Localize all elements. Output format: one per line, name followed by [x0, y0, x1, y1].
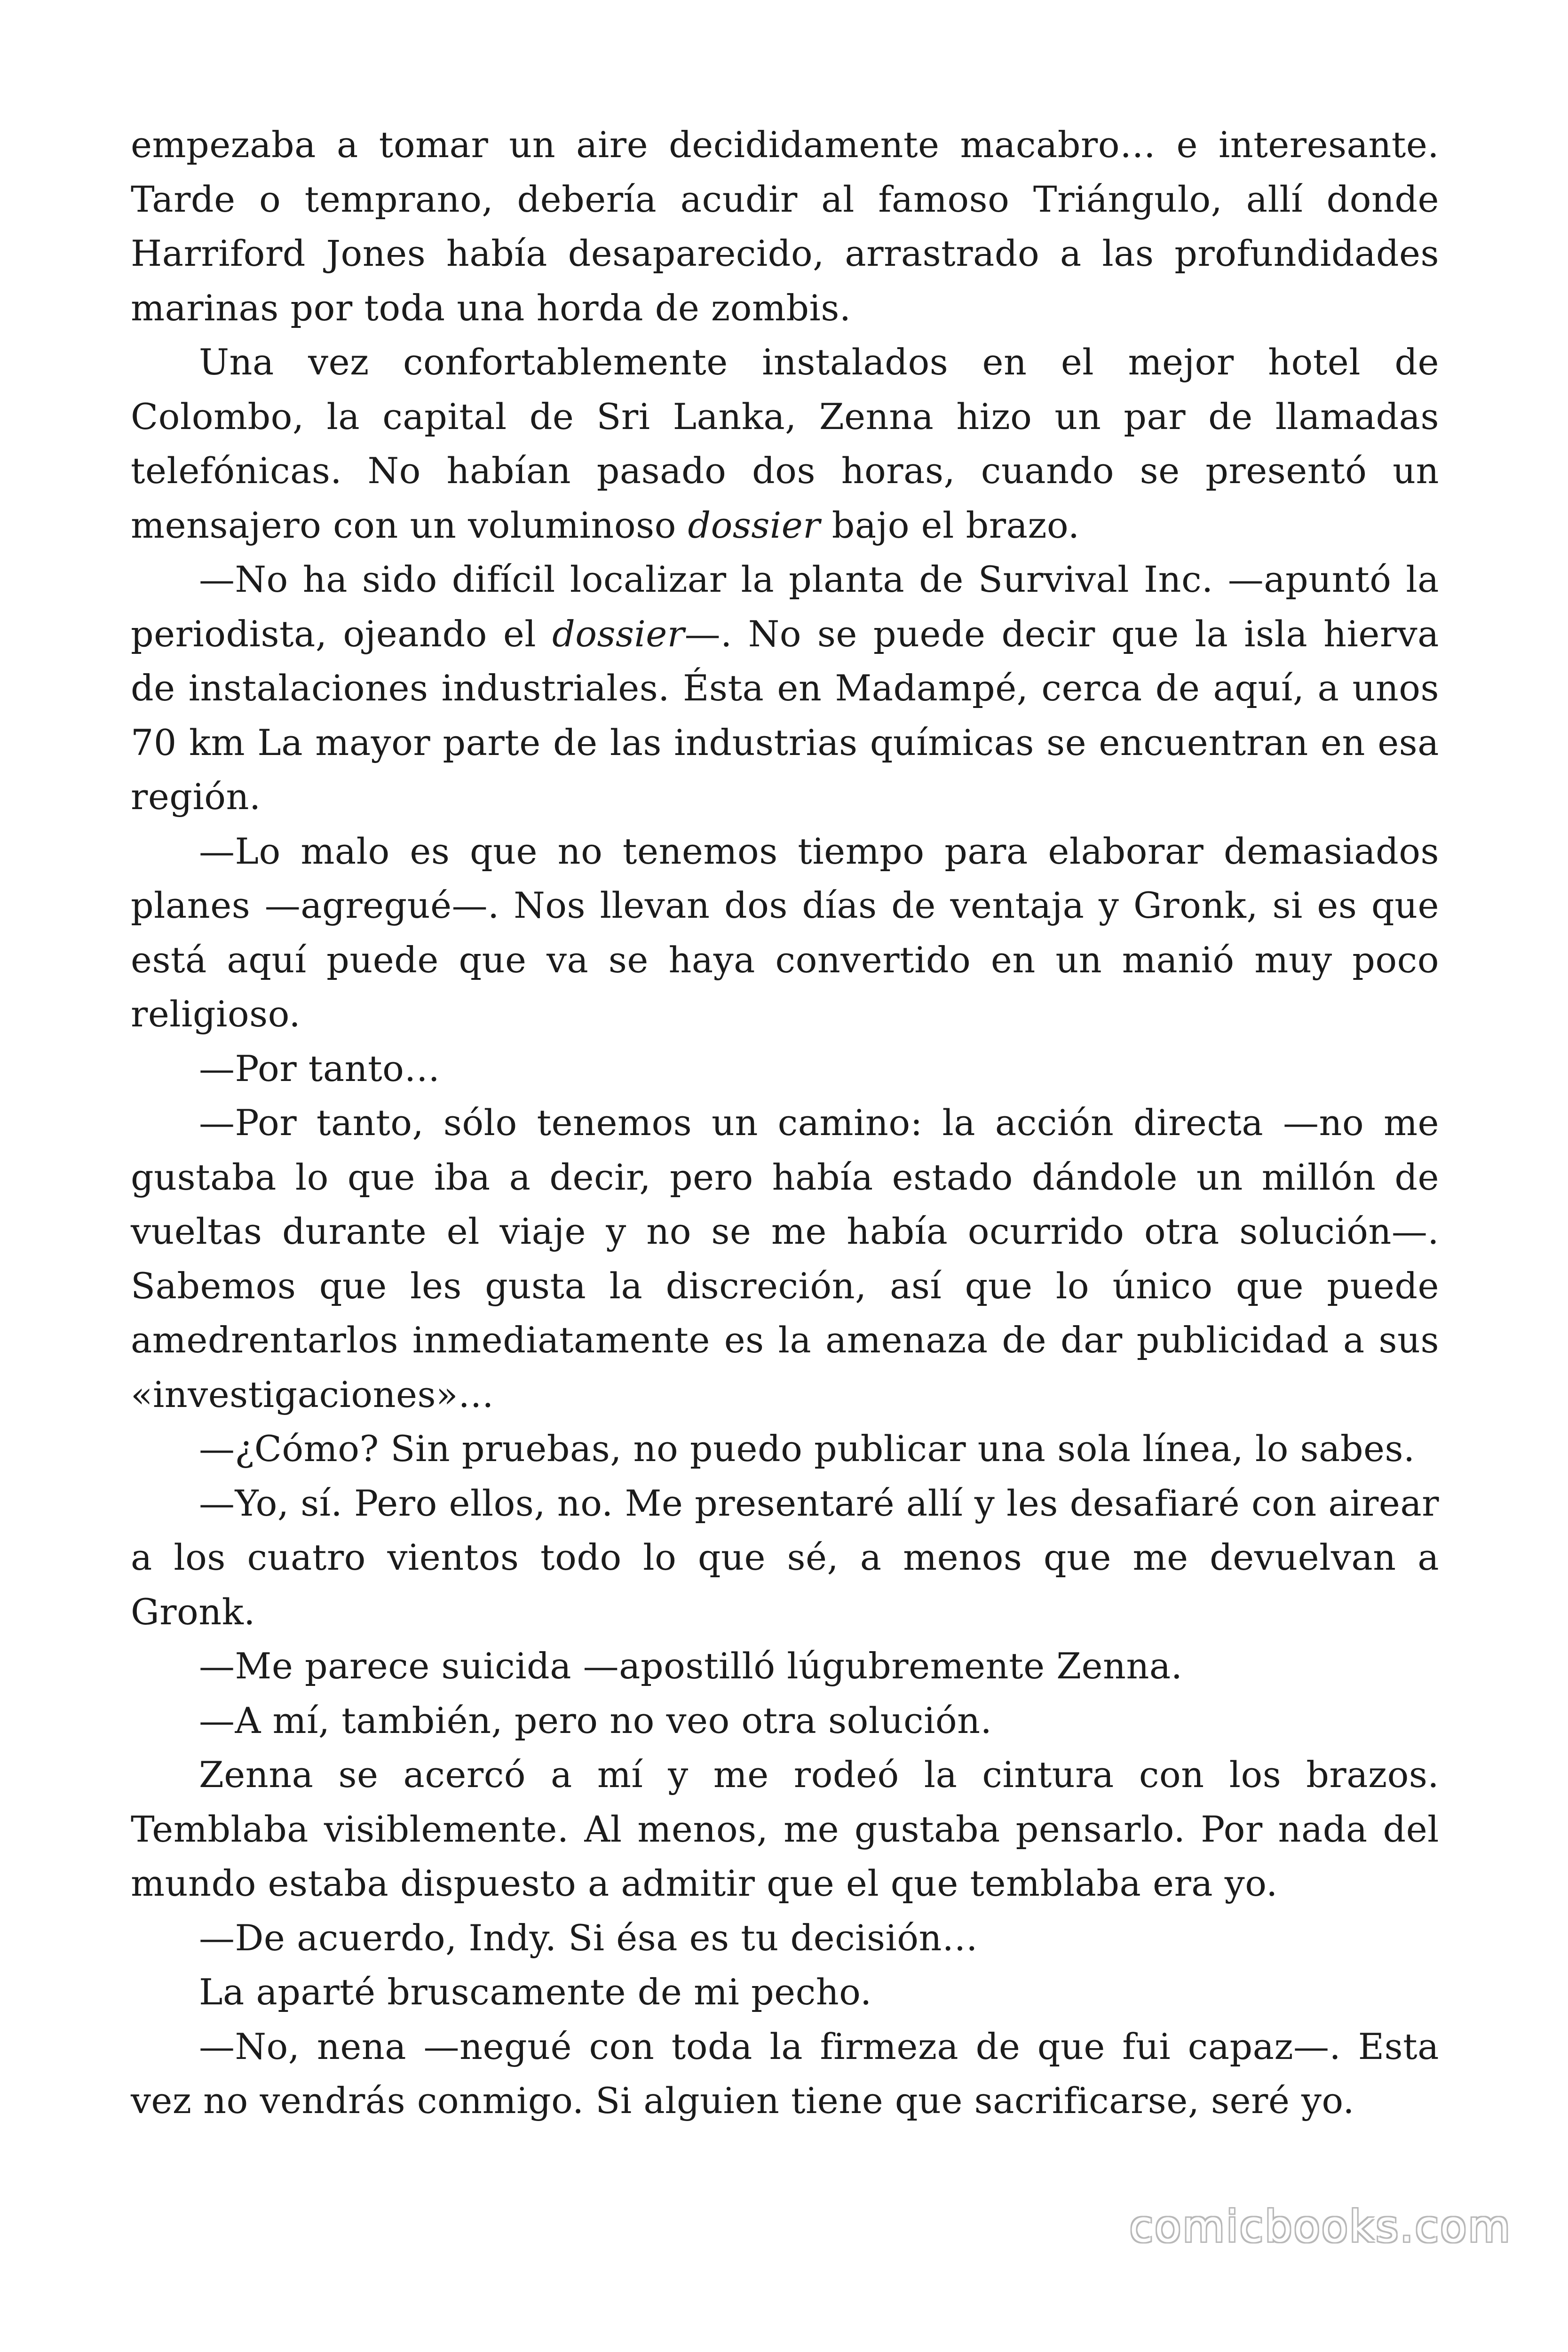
paragraph	[131, 1693, 1439, 1748]
paragraph	[131, 824, 1439, 1041]
paragraph	[131, 1096, 1439, 1422]
page-body	[131, 118, 1439, 2128]
text-run: —Lo malo es que no tenemos tiempo para elaborar demasiados planes —agregué—. Nos llevan dos días de ventaja y Gronk, si es que está aquí puede que va se haya convertido en un manió muy poco religioso.	[131, 830, 1439, 1035]
italic-text: dossier	[552, 612, 685, 655]
text-run: —Por tanto…	[199, 1047, 440, 1089]
paragraph	[131, 2019, 1439, 2128]
text-run: —¿Cómo? Sin pruebas, no puedo publicar una sola línea, lo sabes.	[199, 1428, 1415, 1470]
italic-text: dossier	[688, 504, 821, 546]
text-run: —No ha sido difícil localizar la planta de Survival Inc. —apuntó la periodista, ojeando el	[131, 558, 1439, 655]
text-run: empezaba a tomar un aire decididamente macabro… e interesante. Tarde o temprano, debería acudir al famoso Triángulo, allí donde Harriford Jones había desaparecido, arrastrado a las profundidades marinas por toda una horda de zombis.	[131, 124, 1439, 329]
text-run: —No, nena —negué con toda la firmeza de que fui capaz—. Esta vez no vendrás conmigo. Si alguien tiene que sacrificarse, seré yo.	[131, 2025, 1439, 2122]
paragraph	[131, 1911, 1439, 1965]
paragraph	[131, 552, 1439, 824]
text-run: —De acuerdo, Indy. Si ésa es tu decisión…	[199, 1916, 978, 1959]
text-run: —Yo, sí. Pero ellos, no. Me presentaré allí y les desafiaré con airear a los cuatro vientos todo lo que sé, a menos que me devuelvan a Gronk.	[131, 1482, 1439, 1633]
text-run: bajo el brazo.	[820, 504, 1080, 546]
paragraph	[131, 118, 1439, 335]
paragraph	[131, 1748, 1439, 1911]
paragraph	[131, 335, 1439, 552]
paragraph	[131, 1422, 1439, 1476]
paragraph	[131, 1476, 1439, 1639]
text-run: Zenna se acercó a mí y me rodeó la cintura con los brazos. Temblaba visiblemente. Al menos, me gustaba pensarlo. Por nada del mundo estaba dispuesto a admitir que el que temblaba era yo.	[131, 1754, 1439, 1904]
paragraph	[131, 1041, 1439, 1096]
text-run: —A mí, también, pero no veo otra solución.	[199, 1699, 992, 1741]
text-run: —Por tanto, sólo tenemos un camino: la acción directa —no me gustaba lo que iba a decir, pero había estado dándole un millón de vueltas durante el viaje y no se me había ocurrido otra solución—. Sabemos que les gusta la discreción, así que lo único que puede amedrentarlos inmediatamente es la amenaza de dar publicidad a sus «investigaciones»…	[131, 1102, 1439, 1415]
paragraph	[131, 1639, 1439, 1693]
text-run: —Me parece suicida —apostilló lúgubremente Zenna.	[199, 1645, 1183, 1687]
watermark-text: comicbooks.com	[1129, 2201, 1512, 2252]
text-run: Una vez confortablemente instalados en el mejor hotel de Colombo, la capital de Sri Lanka, Zenna hizo un par de llamadas telefónicas. No habían pasado dos horas, cuando se presentó un mensajero con un voluminoso	[131, 341, 1439, 546]
text-run: La aparté bruscamente de mi pecho.	[199, 1971, 872, 2013]
paragraph	[131, 1965, 1439, 2019]
text-run: —. No se puede decir que la isla hierva de instalaciones industriales. Ésta en Madampé, cerca de aquí, a unos 70 km La mayor parte de las industrias químicas se encuentran en esa región.	[131, 612, 1439, 818]
